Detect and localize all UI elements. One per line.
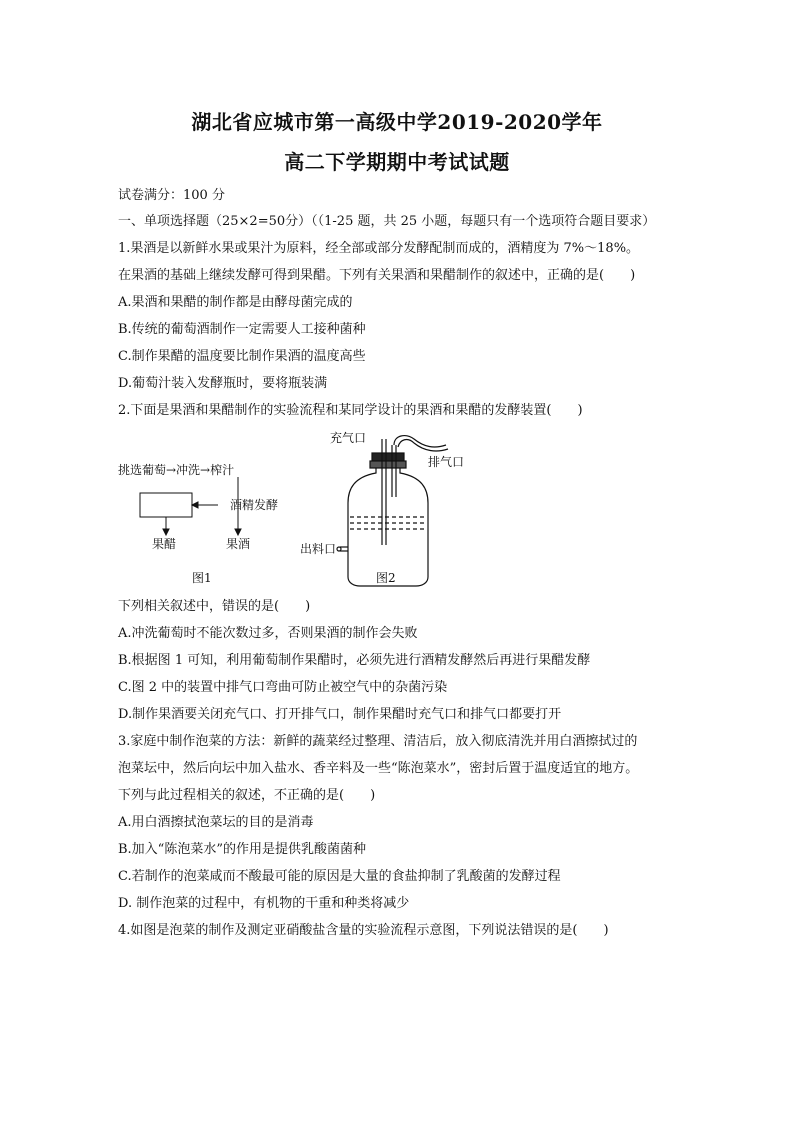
- fig2-caption: 图2: [376, 571, 396, 585]
- q4-stem: 4.如图是泡菜的制作及测定亚硝酸盐含量的实验流程示意图，下列说法错误的是( ): [118, 923, 609, 938]
- q1-option-d: D.葡萄汁装入发酵瓶时，要将瓶装满: [118, 376, 328, 391]
- q2-post-stem: 下列相关叙述中，错误的是( ): [118, 599, 311, 614]
- exam-title-line1: 湖北省应城市第一高级中学2019-2020学年: [191, 110, 603, 134]
- q1-stem-line2: 在果酒的基础上继续发酵可得到果醋。下列有关果酒和果醋制作的叙述中，正确的是( ): [118, 268, 636, 283]
- fig2-exhaust-label: 排气口: [428, 455, 465, 469]
- section-heading: 一、单项选择题（25×2=50分）（（1-25 题，共 25 小题，每题只有一个选项符合题目要求）: [118, 214, 656, 229]
- fig2-inlet-label: 充气口: [330, 431, 367, 445]
- q1-option-a: A.果酒和果醋的制作都是由酵母菌完成的: [118, 295, 353, 310]
- q2-option-a: A.冲洗葡萄时不能次数过多，否则果酒的制作会失败: [118, 626, 418, 641]
- fig1-ferment-label: 酒精发酵: [230, 498, 279, 512]
- q2-option-c: C.图 2 中的装置中排气口弯曲可防止被空气中的杂菌污染: [118, 680, 448, 695]
- q2-figure: [118, 425, 478, 595]
- q3-option-d: D. 制作泡菜的过程中，有机物的干重和种类将减少: [118, 896, 410, 911]
- fig1-vinegar-label: 果醋: [152, 537, 177, 551]
- q2-option-d: D.制作果酒要关闭充气口、打开排气口，制作果醋时充气口和排气口都要打开: [118, 707, 562, 722]
- q2-figure-drawing: [118, 425, 478, 595]
- q1-stem-line1: 1.果酒是以新鲜水果或果汁为原料，经全部或部分发酵配制而成的，酒精度为 7%～18%。: [118, 241, 640, 256]
- q1-option-c: C.制作果醋的温度要比制作果酒的温度高些: [118, 349, 366, 364]
- q3-option-a: A.用白酒擦拭泡菜坛的目的是消毒: [118, 815, 314, 830]
- fig1-flowchart: [140, 477, 241, 535]
- fig1-wine-label: 果酒: [226, 537, 251, 551]
- q2-stem: 2.下面是果酒和果醋制作的实验流程和某同学设计的果酒和果醋的发酵装置( ): [118, 403, 583, 418]
- fig1-flow-text: 挑选葡萄→冲洗→榨汁: [118, 463, 235, 477]
- q3-stem-line3: 下列与此过程相关的叙述，不正确的是( ): [118, 788, 376, 803]
- full-score: 试卷满分：100 分: [118, 188, 225, 203]
- q1-option-b: B.传统的葡萄酒制作一定需要人工接种菌种: [118, 322, 366, 337]
- q2-option-b: B.根据图 1 可知，利用葡萄制作果醋时，必须先进行酒精发酵然后再进行果醋发酵: [118, 653, 591, 668]
- exam-title-line2: 高二下学期期中考试试题: [284, 150, 510, 174]
- q3-stem-line2: 泡菜坛中，然后向坛中加入盐水、香辛料及一些“陈泡菜水”，密封后置于温度适宜的地方。: [118, 761, 639, 776]
- q3-stem-line1: 3.家庭中制作泡菜的方法：新鲜的蔬菜经过整理、清洁后，放入彻底清洗并用白酒擦拭过的: [118, 734, 638, 749]
- q3-option-c: C.若制作的泡菜咸而不酸最可能的原因是大量的食盐抑制了乳酸菌的发酵过程: [118, 869, 561, 884]
- fig2-outlet-label: 出料口: [300, 542, 337, 556]
- q3-option-b: B.加入“陈泡菜水”的作用是提供乳酸菌菌种: [118, 842, 366, 857]
- fig1-caption: 图1: [192, 571, 212, 585]
